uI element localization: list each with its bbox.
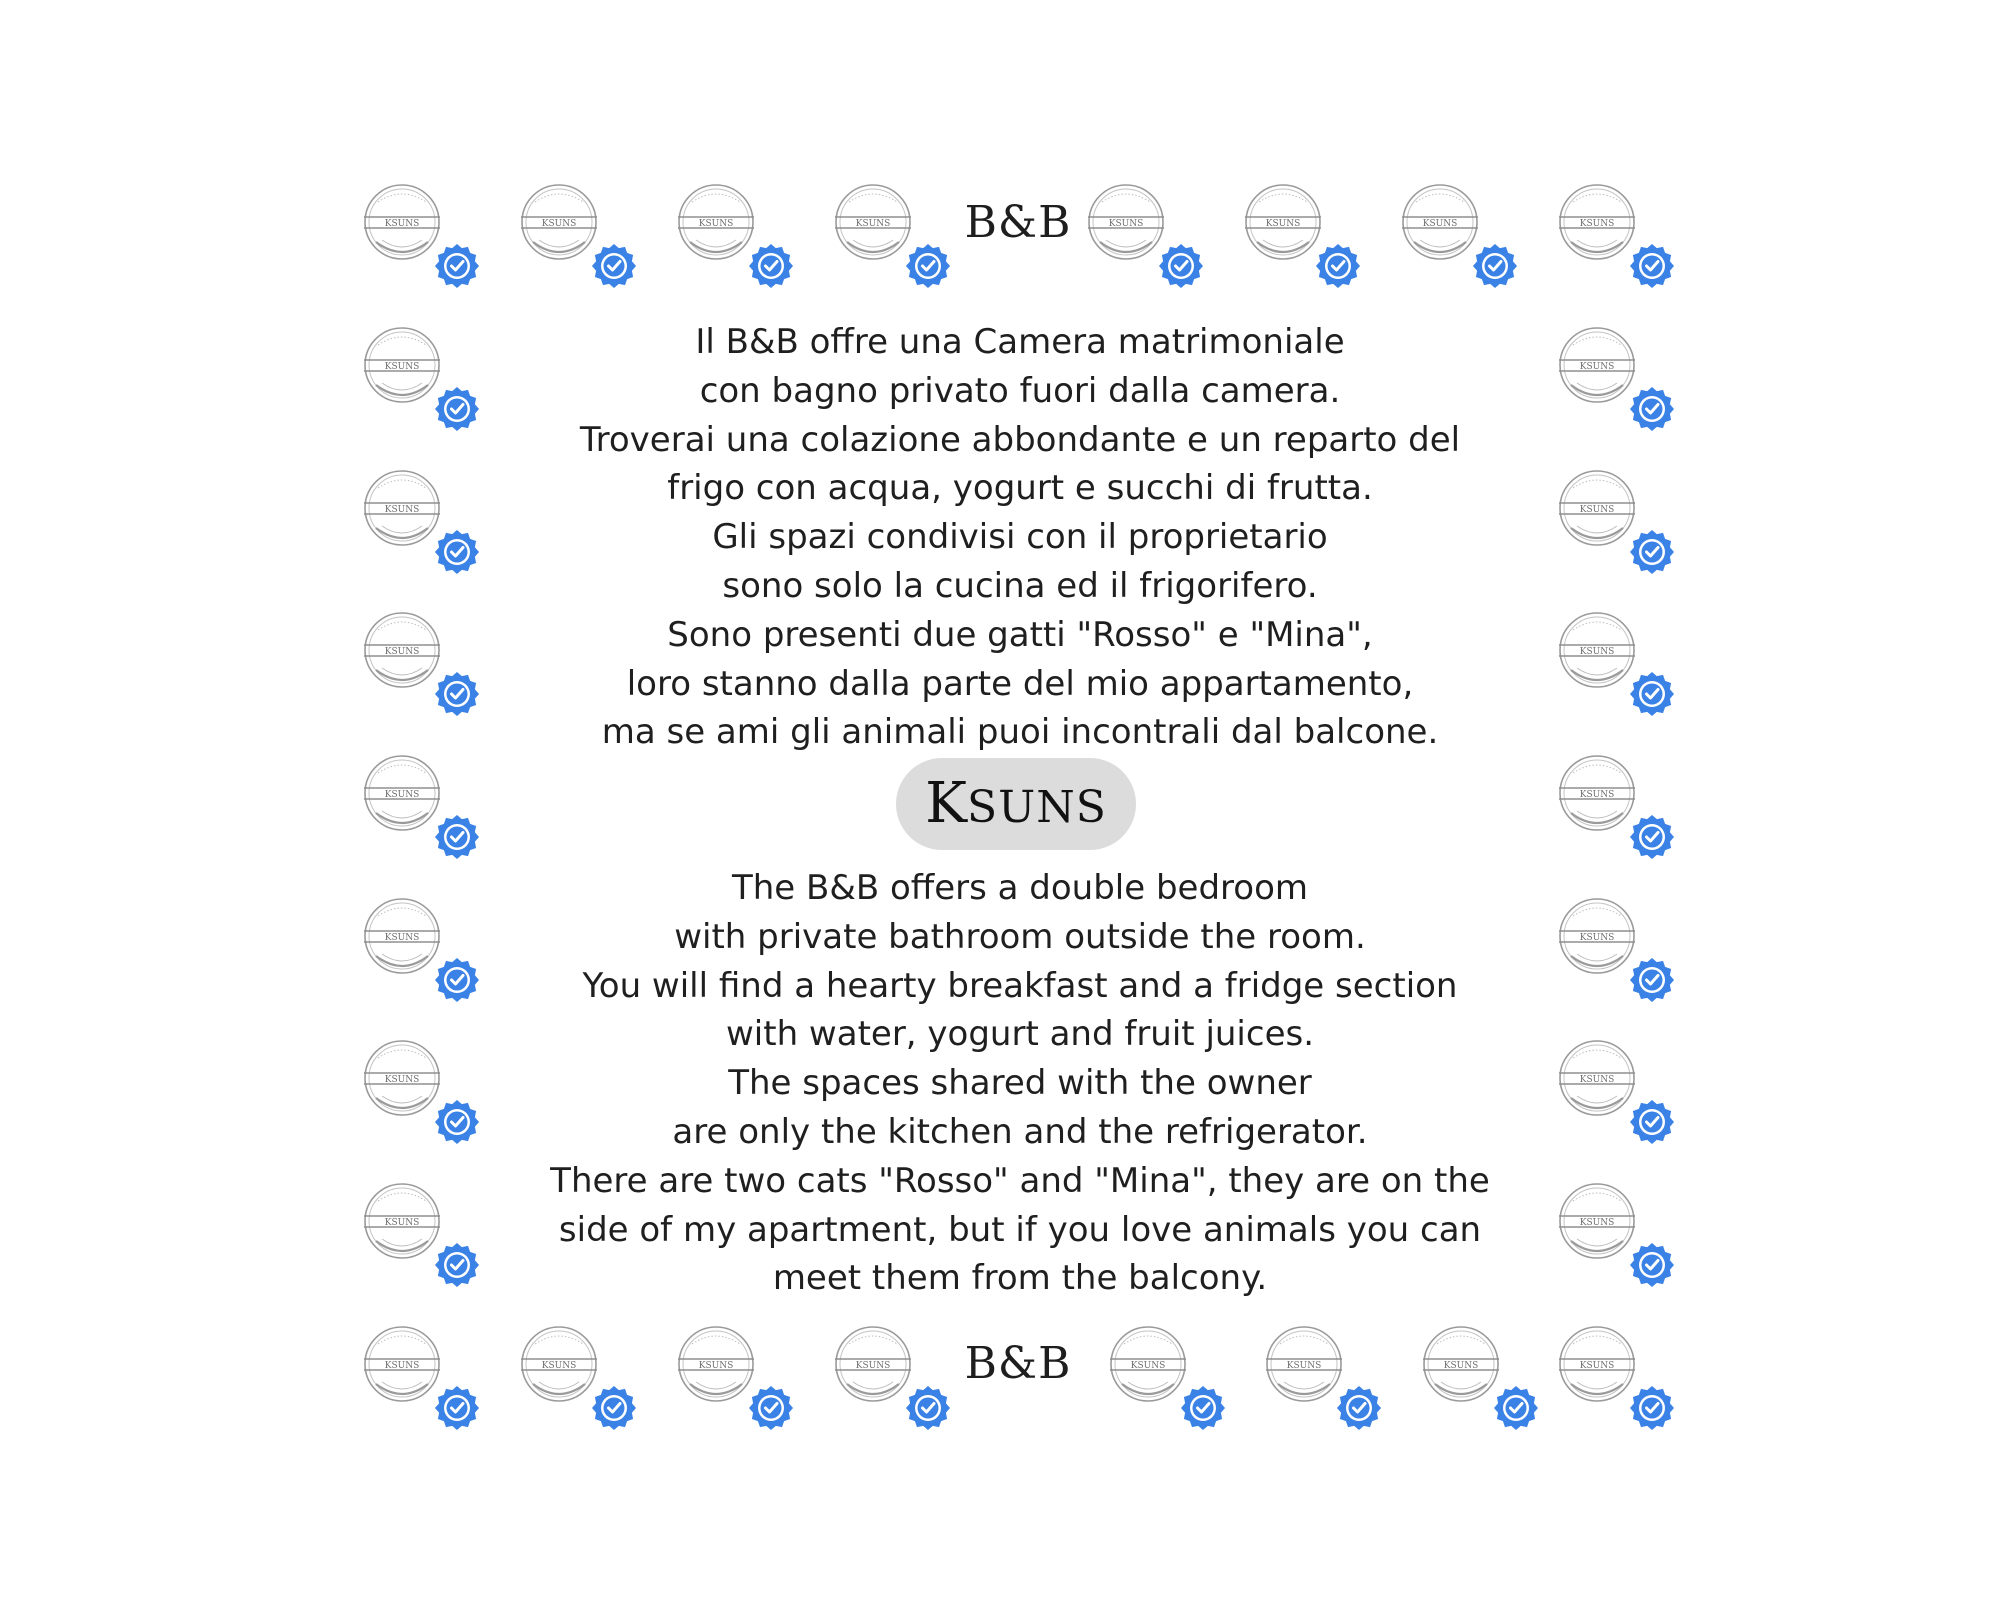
ksuns-verified-badge-icon <box>1400 182 1520 292</box>
english-line: You will find a hearty breakfast and a fridge section <box>582 965 1458 1006</box>
svg-text:KSUNS: KSUNS <box>1422 219 1458 229</box>
ksuns-verified-badge-icon <box>362 610 482 720</box>
svg-text:KSUNS: KSUNS <box>1579 505 1615 515</box>
logo-initial: K <box>925 771 967 836</box>
svg-text:KSUNS: KSUNS <box>384 219 420 229</box>
ksuns-verified-badge-icon <box>362 1181 482 1291</box>
english-line: with private bathroom outside the room. <box>674 916 1366 957</box>
ksuns-verified-badge-icon <box>1264 1324 1384 1434</box>
italian-line: Troverai una colazione abbondante e un reparto del <box>579 419 1461 460</box>
svg-text:KSUNS: KSUNS <box>384 647 420 657</box>
ksuns-verified-badge-icon <box>676 1324 796 1434</box>
ksuns-verified-badge-icon <box>1557 1181 1677 1291</box>
svg-text:KSUNS: KSUNS <box>384 1218 420 1228</box>
svg-text:KSUNS: KSUNS <box>1443 1361 1479 1371</box>
svg-text:KSUNS: KSUNS <box>541 1361 577 1371</box>
ksuns-verified-badge-icon <box>1557 1324 1677 1434</box>
italian-line: ma se ami gli animali puoi incontrali dal balcone. <box>601 712 1439 753</box>
italian-line: loro stanno dalla parte del mio appartamento, <box>626 663 1414 704</box>
svg-text:KSUNS: KSUNS <box>384 1361 420 1371</box>
svg-text:KSUNS: KSUNS <box>1265 219 1301 229</box>
ksuns-verified-badge-icon <box>1557 610 1677 720</box>
svg-text:KSUNS: KSUNS <box>1130 1361 1166 1371</box>
svg-text:KSUNS: KSUNS <box>1579 1218 1615 1228</box>
svg-text:KSUNS: KSUNS <box>1579 1075 1615 1085</box>
svg-text:KSUNS: KSUNS <box>698 1361 734 1371</box>
svg-text:KSUNS: KSUNS <box>541 219 577 229</box>
italian-line: Sono presenti due gatti "Rosso" e "Mina", <box>667 614 1373 655</box>
svg-text:KSUNS: KSUNS <box>384 1075 420 1085</box>
svg-text:KSUNS: KSUNS <box>1579 362 1615 372</box>
ksuns-verified-badge-icon <box>362 1038 482 1148</box>
ksuns-verified-badge-icon <box>519 182 639 292</box>
svg-text:KSUNS: KSUNS <box>384 505 420 515</box>
svg-text:KSUNS: KSUNS <box>855 219 891 229</box>
ksuns-verified-badge-icon <box>519 1324 639 1434</box>
ksuns-verified-badge-icon <box>1086 182 1206 292</box>
svg-text:KSUNS: KSUNS <box>384 933 420 943</box>
ksuns-verified-badge-icon <box>1557 325 1677 435</box>
italian-line: sono solo la cucina ed il frigorifero. <box>722 565 1318 606</box>
ksuns-verified-badge-icon <box>362 896 482 1006</box>
svg-text:KSUNS: KSUNS <box>855 1361 891 1371</box>
italian-line: Gli spazi condivisi con il proprietario <box>712 517 1328 558</box>
ksuns-verified-badge-icon <box>1557 753 1677 863</box>
ksuns-verified-badge-icon <box>833 1324 953 1434</box>
brand-title-top: B&B <box>964 197 1072 248</box>
ksuns-verified-badge-icon <box>1557 182 1677 292</box>
english-line: The B&B offers a double bedroom <box>731 868 1309 908</box>
logo-rest: SUNS <box>966 782 1107 833</box>
ksuns-logo <box>896 758 1136 850</box>
ksuns-verified-badge-icon <box>362 1324 482 1434</box>
ksuns-verified-badge-icon <box>1421 1324 1541 1434</box>
svg-text:KSUNS: KSUNS <box>1579 933 1615 943</box>
svg-text:KSUNS: KSUNS <box>1579 1361 1615 1371</box>
english-line: The spaces shared with the owner <box>728 1063 1312 1104</box>
italian-description <box>520 318 1520 757</box>
ksuns-verified-badge-icon <box>1557 1038 1677 1148</box>
english-line: with water, yogurt and fruit juices. <box>725 1014 1315 1055</box>
english-line: There are two cats "Rosso" and "Mina", they are on the <box>550 1160 1490 1201</box>
ksuns-verified-badge-icon <box>676 182 796 292</box>
ksuns-verified-badge-icon <box>1108 1324 1228 1434</box>
ksuns-verified-badge-icon <box>362 753 482 863</box>
italian-line: frigo con acqua, yogurt e succhi di frutta. <box>667 468 1373 509</box>
svg-text:KSUNS: KSUNS <box>1579 647 1615 657</box>
ksuns-verified-badge-icon <box>1243 182 1363 292</box>
svg-text:KSUNS: KSUNS <box>698 219 734 229</box>
svg-text:KSUNS: KSUNS <box>1286 1361 1322 1371</box>
english-line: are only the kitchen and the refrigerator. <box>672 1111 1368 1152</box>
english-line: side of my apartment, but if you love animals you can <box>558 1209 1482 1250</box>
ksuns-verified-badge-icon <box>362 325 482 435</box>
ksuns-verified-badge-icon <box>1557 896 1677 1006</box>
english-description <box>520 864 1520 1303</box>
ksuns-verified-badge-icon <box>362 468 482 578</box>
svg-text:KSUNS: KSUNS <box>384 362 420 372</box>
italian-line: con bagno privato fuori dalla camera. <box>699 370 1341 411</box>
ksuns-verified-badge-icon <box>362 182 482 292</box>
ksuns-verified-badge-icon <box>1557 468 1677 578</box>
brand-title-bottom: B&B <box>964 1338 1072 1389</box>
svg-text:KSUNS: KSUNS <box>384 790 420 800</box>
svg-text:KSUNS: KSUNS <box>1108 219 1144 229</box>
english-line: meet them from the balcony. <box>772 1258 1268 1299</box>
svg-text:KSUNS: KSUNS <box>1579 790 1615 800</box>
italian-line: Il B&B offre una Camera matrimoniale <box>695 322 1345 362</box>
ksuns-verified-badge-icon <box>833 182 953 292</box>
svg-text:KSUNS: KSUNS <box>1579 219 1615 229</box>
